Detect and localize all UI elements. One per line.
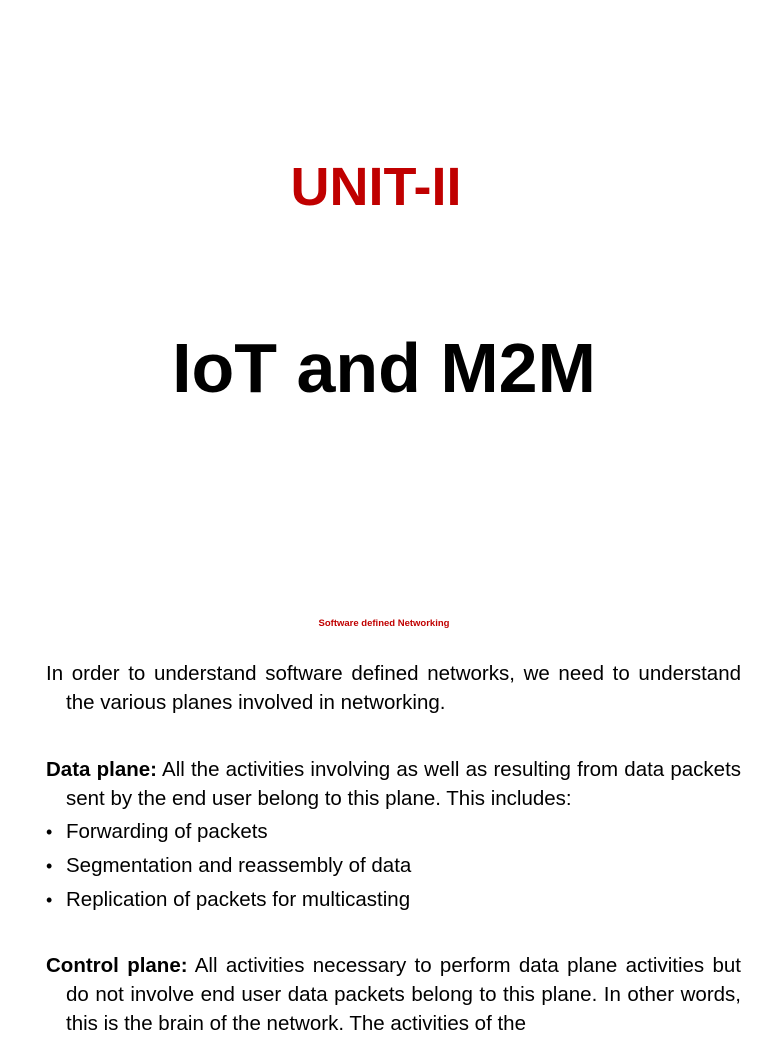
list-item bbox=[46, 815, 741, 849]
bullet-icon: • bbox=[46, 856, 53, 876]
control-plane-lead: Control plane: bbox=[46, 954, 188, 977]
list-item-label: Segmentation and reassembly of data bbox=[66, 854, 412, 877]
list-item bbox=[46, 883, 741, 917]
bullet-icon: • bbox=[46, 890, 53, 910]
bullet-icon: • bbox=[46, 822, 53, 842]
section-heading: Software defined Networking bbox=[318, 618, 450, 629]
unit-title: UNIT-II bbox=[290, 157, 462, 217]
list-item-label: Forwarding of packets bbox=[66, 820, 268, 843]
intro-text: In order to understand software defined networks, we need to understand the various planes involved in networking. bbox=[46, 662, 741, 714]
data-plane-bullet-list bbox=[46, 815, 741, 917]
intro-paragraph bbox=[46, 659, 741, 717]
control-plane-paragraph bbox=[46, 951, 741, 1038]
data-plane-text: All the activities involving as well as resulting from data packets sent by the end user belong to this plane. This includes: bbox=[66, 758, 742, 810]
list-item bbox=[46, 849, 741, 883]
data-plane-section bbox=[46, 755, 741, 917]
control-plane-text: All activities necessary to perform data plane activities but do not involve end user data packets belong to this plane. In other words, this is the brain of the network. The activities of the bbox=[66, 954, 741, 1035]
main-title: IoT and M2M bbox=[172, 329, 596, 407]
data-plane-lead: Data plane: bbox=[46, 758, 157, 781]
control-plane-section bbox=[46, 951, 741, 1038]
data-plane-paragraph bbox=[46, 755, 741, 813]
list-item-label: Replication of packets for multicasting bbox=[66, 888, 411, 911]
